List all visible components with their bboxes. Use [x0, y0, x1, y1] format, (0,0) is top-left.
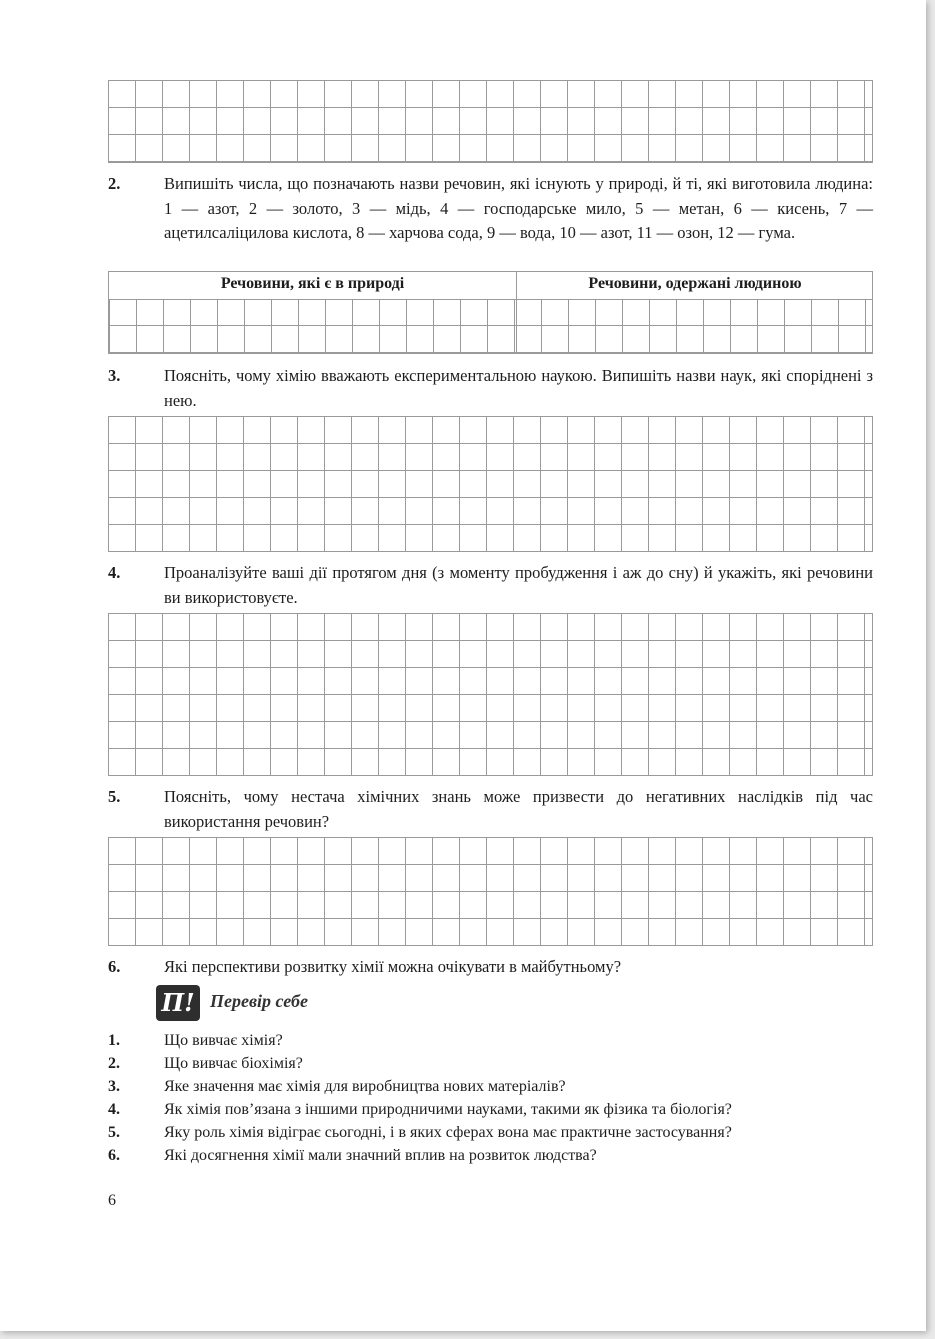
- task-number: 2.: [108, 174, 121, 193]
- list-item: [108, 1121, 888, 1144]
- check-yourself-title: Перевір себе: [210, 991, 308, 1011]
- list-item: [108, 1098, 888, 1121]
- question-text: Що вивчає хімія?: [164, 1032, 283, 1049]
- task-text: Поясніть, чому хімію вважають експериментальною наукою. Випишіть назви наук, які споріднені з нею.: [164, 366, 873, 410]
- task-2: [108, 172, 873, 246]
- task-text: Проаналізуйте ваші дії протягом дня (з моменту пробудження і аж до сну) й укажіть, які речовини ви використовуєте.: [164, 563, 873, 607]
- answer-grid-4[interactable]: [108, 613, 873, 776]
- table-answer-cells[interactable]: [109, 299, 872, 354]
- table-header: [109, 272, 872, 300]
- question-text: Як хімія пов’язана з іншими природничими науками, такими як фізика та біологія?: [164, 1101, 732, 1118]
- task-text: Які перспективи розвитку хімії можна очікувати в майбутньому?: [164, 957, 622, 976]
- question-text: Які досягнення хімії мали значний вплив на розвиток людства?: [164, 1147, 597, 1164]
- question-number: 4.: [108, 1101, 120, 1118]
- page-number: 6: [108, 1192, 116, 1209]
- answer-grid-1[interactable]: [108, 80, 873, 163]
- task-text: Випишіть числа, що позначають назви речовин, які існують у природі, й ті, які виготовила людина: 1 — азот, 2 — золото, 3 — мідь, 4 — господарське мило, 5 — метан, 6 — кисень, 7 — ацетилсаліцилова кислота, 8 — харчова сода, 9 — вода, 10 — азот, 11 — озон, 12 — гума.: [164, 174, 873, 242]
- substances-table: [108, 271, 873, 354]
- question-text: Що вивчає біохімія?: [164, 1055, 303, 1072]
- answer-grid-5[interactable]: [108, 837, 873, 946]
- task-5: [108, 785, 873, 834]
- question-text: Яке значення має хімія для виробництва нових матеріалів?: [164, 1078, 566, 1095]
- question-number: 2.: [108, 1055, 120, 1072]
- question-text: Яку роль хімія відіграє сьогодні, і в яких сферах вона має практичне застосування?: [164, 1124, 732, 1141]
- task-number: 3.: [108, 366, 121, 385]
- list-item: [108, 1029, 888, 1052]
- task-number: 6.: [108, 957, 121, 976]
- task-3: [108, 364, 873, 413]
- check-questions-list: [108, 1029, 888, 1167]
- question-number: 1.: [108, 1032, 120, 1049]
- natural-substances-header: Речовини, які є в природі: [220, 275, 405, 292]
- list-item: [108, 1075, 888, 1098]
- question-number: 5.: [108, 1124, 120, 1141]
- task-4: [108, 561, 873, 610]
- column-divider: [516, 272, 517, 353]
- task-number: 5.: [108, 787, 121, 806]
- list-item: [108, 1052, 888, 1075]
- question-number: 6.: [108, 1147, 120, 1164]
- task-number: 4.: [108, 563, 121, 582]
- answer-grid-3[interactable]: [108, 416, 873, 552]
- question-number: 3.: [108, 1078, 120, 1095]
- task-6: [108, 955, 873, 980]
- task-text: Поясніть, чому нестача хімічних знань може призвести до негативних наслідків під час використання речовин?: [164, 787, 873, 831]
- man-made-substances-header: Речовини, одержані людиною: [588, 275, 802, 292]
- list-item: [108, 1144, 888, 1167]
- check-yourself-icon: П!: [156, 985, 200, 1021]
